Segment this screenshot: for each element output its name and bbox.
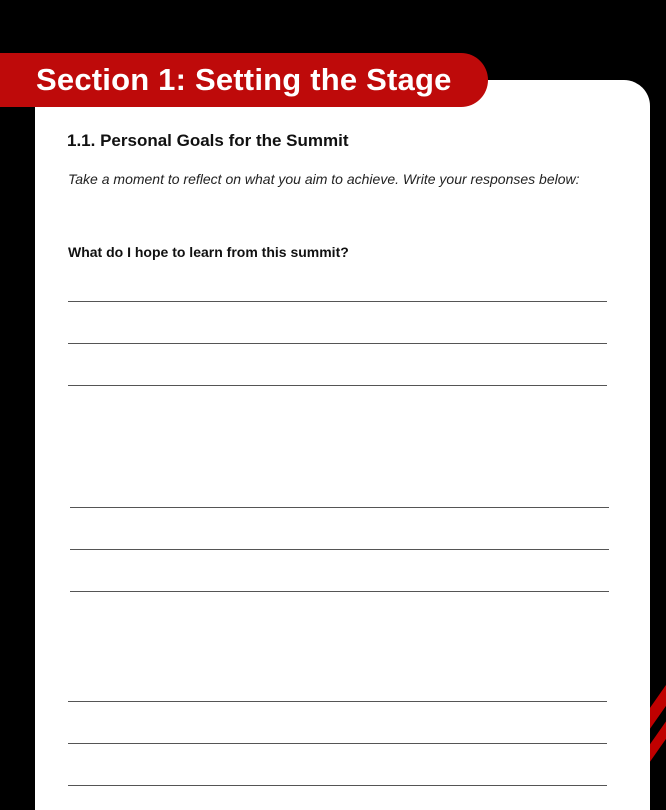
question-label: What do I hope to learn from this summit? <box>68 244 349 260</box>
answer-line[interactable] <box>68 301 607 302</box>
answer-line[interactable] <box>68 785 607 786</box>
worksheet-page <box>35 80 650 810</box>
answer-line[interactable] <box>68 385 607 386</box>
section-title: Section 1: Setting the Stage <box>36 62 452 97</box>
subsection-title: 1.1. Personal Goals for the Summit <box>67 131 349 150</box>
answer-line[interactable] <box>70 549 609 550</box>
answer-line[interactable] <box>68 343 607 344</box>
answer-line[interactable] <box>68 743 607 744</box>
answer-line[interactable] <box>70 507 609 508</box>
answer-line[interactable] <box>68 701 607 702</box>
top-background <box>0 0 666 52</box>
instructions-text: Take a moment to reflect on what you aim to achieve. Write your responses below: <box>68 171 580 187</box>
section-banner <box>0 53 488 107</box>
answer-line[interactable] <box>70 591 609 592</box>
